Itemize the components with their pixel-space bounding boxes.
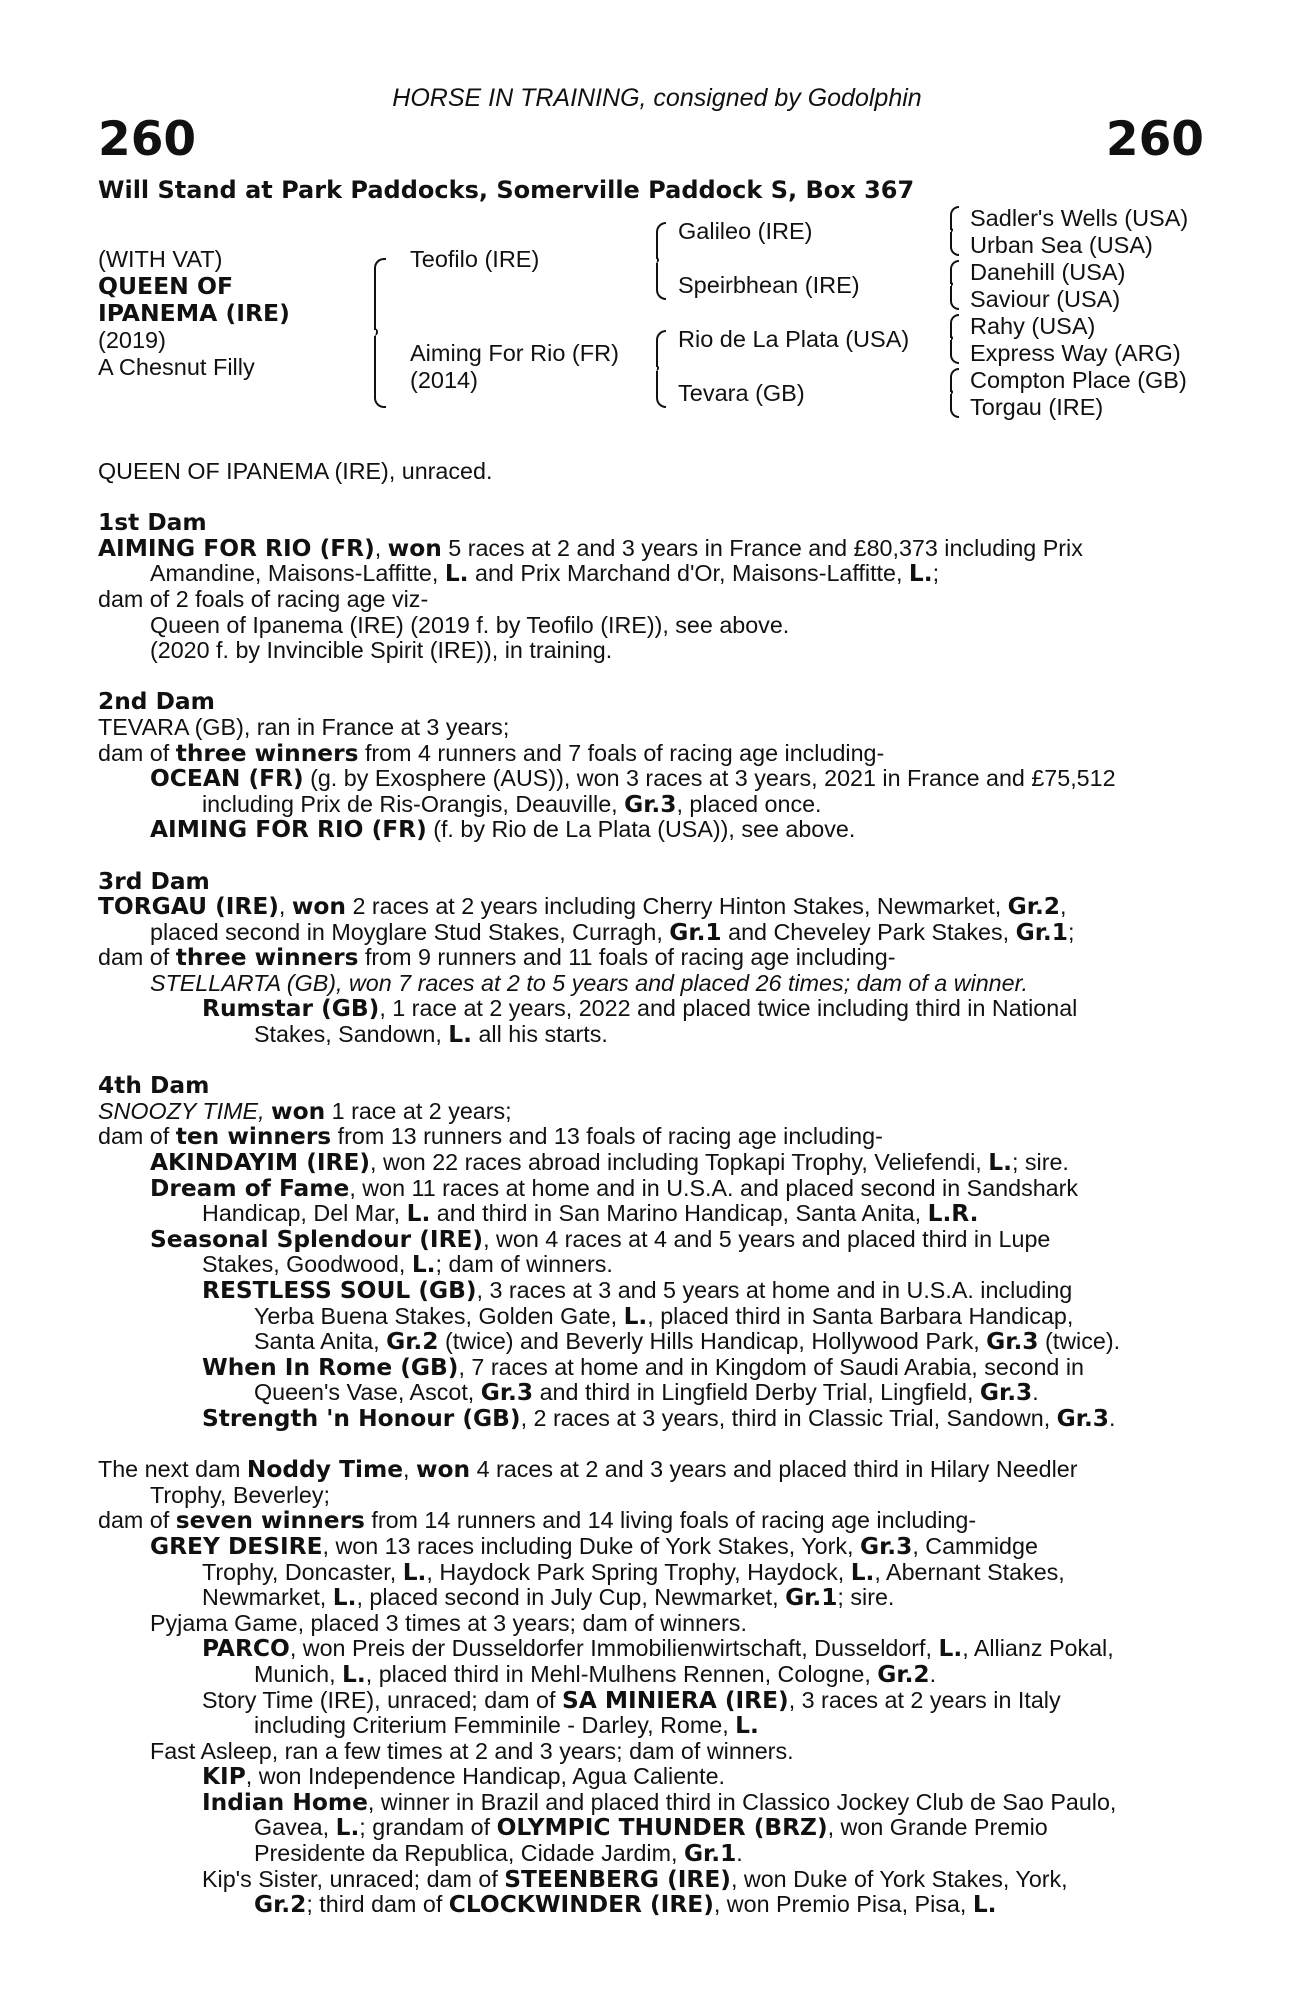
intro-line: QUEEN OF IPANEMA (IRE), unraced. [98,458,493,484]
dam4-restless-cont2: Santa Anita, Gr.2 (twice) and Beverly Hills Handicap, Hollywood Park, Gr.3 (twice). [254,1328,1121,1356]
dam4-akindayim: AKINDAYIM (IRE), won 22 races abroad including Topkapi Trophy, Veliefendi, L.; sire. [150,1149,1069,1177]
horse-name-line2: IPANEMA (IRE) [98,299,290,327]
dam3-stellarta: STELLARTA (GB), won 7 races at 2 to 5 years and placed 26 times; dam of a winner. [150,969,1028,996]
dam3-record-cont: placed second in Moyglare Stud Stakes, Curragh, Gr.1 and Cheveley Park Stakes, Gr.1; [150,918,1075,946]
nextdam-story-cont: including Criterium Femminile - Darley, Rome, L. [254,1712,759,1740]
nextdam-indian: Indian Home, winner in Brazil and placed third in Classico Jockey Club de Sao Paulo, [202,1788,1117,1816]
pedigree-sire-dam: Speirbhean (IRE) [678,272,860,298]
horse-year: (2019) [98,327,166,353]
nextdam-grey-cont1: Trophy, Doncaster, L., Haydock Park Spring Trophy, Haydock, L., Abernant Stakes, [202,1558,1065,1586]
nextdam-record-cont: Trophy, Beverley; [150,1481,330,1508]
dam1-record-cont: Amandine, Maisons-Laffitte, L. and Prix Marchand d'Or, Maisons-Laffitte, L.; [150,560,940,588]
pedigree-gg-1: Sadler's Wells (USA) [970,205,1189,231]
dam4-strength: Strength 'n Honour (GB), 2 races at 3 years, third in Classic Trial, Sandown, Gr.3. [202,1404,1116,1432]
pedigree-dam-year: (2014) [410,367,478,393]
dam4-dream-cont: Handicap, Del Mar, L. and third in San Marino Handicap, Santa Anita, L.R. [202,1200,979,1228]
pedigree-gg-2: Urban Sea (USA) [970,232,1153,258]
horse-description: A Chesnut Filly [98,354,255,380]
catalogue-body [98,459,1206,1918]
lot-number-right: 260 [1105,112,1204,167]
pedigree-gg-8: Torgau (IRE) [970,394,1104,420]
pedigree-dam: Aiming For Rio (FR) [410,340,619,366]
pedigree-brace-gg2 [950,260,960,310]
dam2-ocean-cont: including Prix de Ris-Orangis, Deauville, Gr.3, placed once. [202,790,822,818]
dam4-rome-cont: Queen's Vase, Ascot, Gr.3 and third in Lingfield Derby Trial, Lingfield, Gr.3. [254,1379,1039,1407]
nextdam-grey: GREY DESIRE, won 13 races including Duke of York Stakes, York, Gr.3, Cammidge [150,1532,1038,1560]
nextdam-grey-cont2: Newmarket, L., placed second in July Cup, Newmarket, Gr.1; sire. [202,1584,895,1612]
dam4-produce-intro: dam of ten winners from 13 runners and 13 foals of racing age including- [98,1123,883,1151]
pedigree-gg-4: Saviour (USA) [970,286,1121,312]
dam2-ocean: OCEAN (FR) (g. by Exosphere (AUS)), won 3 races at 3 years, 2021 in France and £75,512 [150,765,1116,793]
pedigree-gg-5: Rahy (USA) [970,313,1096,339]
dam2-produce-intro: dam of three winners from 4 runners and 7 foals of racing age including- [98,739,885,767]
dam3-rumstar: Rumstar (GB), 1 race at 2 years, 2022 and placed twice including third in National [202,995,1078,1023]
nextdam-parco: PARCO, won Preis der Dusseldorfer Immobilienwirtschaft, Dusseldorf, L., Allianz Pokal, [202,1635,1114,1663]
nextdam-parco-cont: Munich, L., placed third in Mehl-Mulhens Rennen, Cologne, Gr.2. [254,1660,937,1688]
pedigree-brace-gg3 [950,314,960,364]
dam4-restless: RESTLESS SOUL (GB), 3 races at 3 and 5 years at home and in U.S.A. including [202,1277,1073,1304]
pedigree-dam-sire: Rio de La Plata (USA) [678,326,910,352]
pedigree-gg-3: Danehill (USA) [970,259,1126,285]
nextdam-indian-cont2: Presidente da Republica, Cidade Jardim, Gr.1. [254,1840,743,1868]
dam3-heading: 3rd Dam [98,867,210,895]
pedigree-sire-sire: Galileo (IRE) [678,218,813,244]
dam4-seasonal-cont: Stakes, Goodwood, L.; dam of winners. [202,1251,613,1279]
horse-name-line1: QUEEN OF [98,272,234,300]
dam1-produce-1: Queen of Ipanema (IRE) (2019 f. by Teofilo (IRE)), see above. [150,611,790,638]
nextdam-record: The next dam Noddy Time, won 4 races at 2 and 3 years and placed third in Hilary Needler [98,1456,1078,1484]
dam4-record: SNOOZY TIME, won 1 race at 2 years; [98,1097,512,1125]
consignment-line: HORSE IN TRAINING, consigned by Godolphin [392,84,922,112]
pedigree-brace-dam [656,330,668,408]
nextdam-kips-sister-cont: Gr.2; third dam of CLOCKWINDER (IRE), won Premio Pisa, Pisa, L. [254,1891,997,1919]
pedigree-dam-dam: Tevara (GB) [678,380,805,406]
pedigree-gg-6: Express Way (ARG) [970,340,1181,366]
dam1-produce-intro: dam of 2 foals of racing age viz- [98,585,429,612]
nextdam-produce-intro: dam of seven winners from 14 runners and 14 living foals of racing age including- [98,1507,977,1535]
nextdam-fast: Fast Asleep, ran a few times at 2 and 3 years; dam of winners. [150,1737,794,1764]
nextdam-story: Story Time (IRE), unraced; dam of SA MINIERA (IRE), 3 races at 2 years in Italy [202,1686,1061,1714]
dam3-rumstar-cont: Stakes, Sandown, L. all his starts. [254,1021,608,1049]
pedigree-gg-7: Compton Place (GB) [970,367,1187,393]
dam2-heading: 2nd Dam [98,688,215,716]
vat-label: (WITH VAT) [98,246,223,272]
nextdam-pyjama: Pyjama Game, placed 3 times at 3 years; dam of winners. [150,1609,747,1636]
dam4-seasonal: Seasonal Splendour (IRE), won 4 races at 4 and 5 years and placed third in Lupe [150,1225,1051,1253]
dam1-produce-2: (2020 f. by Invincible Spirit (IRE)), in training. [150,637,613,664]
dam4-rome: When In Rome (GB), 7 races at home and in Kingdom of Saudi Arabia, second in [202,1353,1084,1381]
dam4-restless-cont1: Yerba Buena Stakes, Golden Gate, L., placed third in Santa Barbara Handicap, [254,1302,1074,1330]
nextdam-indian-cont1: Gavea, L.; grandam of OLYMPIC THUNDER (BRZ), won Grande Premio [254,1814,1048,1842]
dam4-heading: 4th Dam [98,1072,210,1100]
lot-number-left: 260 [98,112,197,167]
pedigree-brace-main [374,258,386,408]
nextdam-kip: KIP, won Independence Handicap, Agua Caliente. [202,1763,726,1791]
pedigree-sire: Teofilo (IRE) [410,246,540,272]
pedigree-brace-gg1 [950,206,960,256]
dam4-dream: Dream of Fame, won 11 races at home and in U.S.A. and placed second in Sandshark [150,1174,1079,1202]
dam2-aiming: AIMING FOR RIO (FR) (f. by Rio de La Plata (USA)), see above. [150,816,856,844]
nextdam-kips-sister: Kip's Sister, unraced; dam of STEENBERG (IRE), won Duke of York Stakes, York, [202,1865,1068,1893]
dam3-record: TORGAU (IRE), won 2 races at 2 years including Cherry Hinton Stakes, Newmarket, Gr.2, [98,893,1067,921]
pedigree-brace-gg4 [950,368,960,418]
pedigree-brace-sire [656,222,668,300]
dam2-record: TEVARA (GB), ran in France at 3 years; [98,713,510,740]
stabling-line: Will Stand at Park Paddocks, Somerville Paddock S, Box 367 [98,176,915,204]
dam1-record: AIMING FOR RIO (FR), won 5 races at 2 and 3 years in France and £80,373 including Prix [98,534,1083,562]
dam1-heading: 1st Dam [98,509,207,537]
dam3-produce-intro: dam of three winners from 9 runners and 11 foals of racing age including- [98,944,896,972]
